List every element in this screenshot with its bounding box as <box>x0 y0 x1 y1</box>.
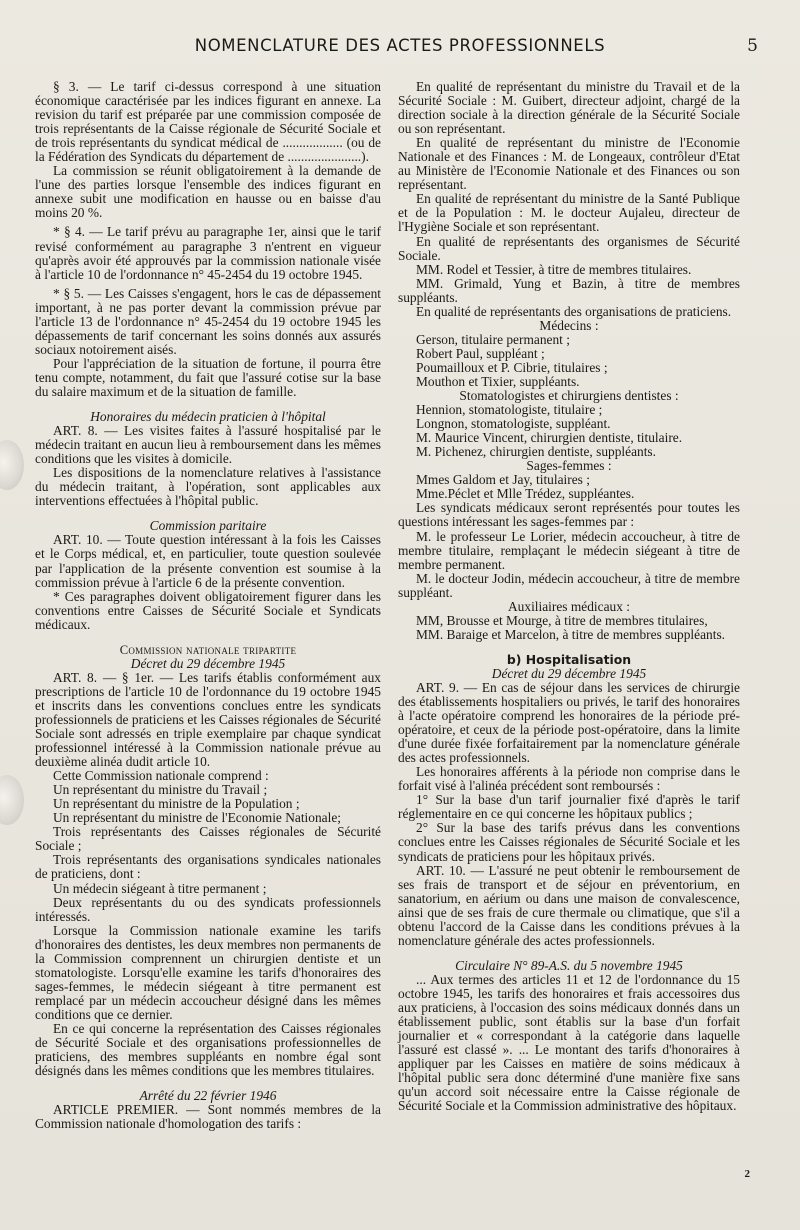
section-heading: Arrêté du 22 février 1946 <box>139 1088 277 1104</box>
section-heading: b) Hospitalisation <box>506 651 632 667</box>
paragraph: ARTICLE PREMIER. — Sont nommés membres de la Commission nationale d'homologation des tarifs : <box>35 1102 381 1132</box>
paragraph: MM. Baraige et Marcelon, à titre de membres suppléants. <box>416 626 726 642</box>
paragraph: En qualité de représentant du ministre de l'Economie Nationale et des Finances : M. de Longeaux, contrôleur d'Etat au Ministère de l'Economie Nationale et des Finances ou son représentant. <box>398 135 740 193</box>
left-column <box>35 80 381 1131</box>
paragraph: * § 5. — Les Caisses s'engagent, hors le cas de dépassement important, à ne pas porter devant la commission prévue par l'article 13 de l'ordonnance n° 45-2454 du 19 octobre 1945 les dépassements de tarif concernant les soins donnés aux assurés sociaux notoirement aisés. <box>35 285 381 357</box>
subheading: Stomatologistes et chirurgiens dentistes : <box>459 388 679 404</box>
paragraph: MM. Grimald, Yung et Bazin, à titre de membres suppléants. <box>398 275 740 305</box>
running-header <box>40 36 760 62</box>
subheading: Auxiliaires médicaux : <box>508 598 630 614</box>
paragraph: Les dispositions de la nomenclature relatives à l'assistance du médecin traitant, à l'opération, sont applicables aux interventions effectuées à l'hôpital public. <box>35 465 381 509</box>
section-heading: Circulaire N° 89-A.S. du 5 novembre 1945 <box>455 957 683 973</box>
paragraph: MM, Brousse et Mourge, à titre de membres titulaires, <box>416 612 708 628</box>
section-heading: Honoraires du médecin praticien à l'hôpital <box>90 409 326 425</box>
footer-mark: 2 <box>744 1168 750 1180</box>
page-title: NOMENCLATURE DES ACTES PROFESSIONNELS <box>194 36 606 55</box>
paragraph: M. le docteur Jodin, médecin accoucheur, à titre de membre suppléant. <box>398 570 740 600</box>
paragraph: Trois représentants des organisations syndicales nationales de praticiens, dont : <box>35 852 381 882</box>
paragraph: En qualité de représentants des organismes de Sécurité Sociale. <box>398 233 740 263</box>
paragraph: Longnon, stomatologiste, suppléant. <box>416 416 611 432</box>
section-heading: Décret du 29 décembre 1945 <box>491 665 647 681</box>
paragraph: Hennion, stomatologiste, titulaire ; <box>416 402 603 418</box>
paragraph: En qualité de représentant du ministre de la Santé Publique et de la Population : M. le docteur Aujaleu, directeur de l'Hygiène Sociale et son représentant. <box>398 191 740 235</box>
paragraph: Les syndicats médicaux seront représentés pour toutes les questions intéressant les sages-femmes par : <box>398 500 740 530</box>
paragraph: Mme.Péclet et Mlle Trédez, suppléantes. <box>416 486 635 502</box>
paragraph: Deux représentants du ou des syndicats professionnels intéressés. <box>35 894 381 924</box>
paragraph: Robert Paul, suppléant ; <box>416 345 545 361</box>
paragraph: M. le professeur Le Lorier, médecin accoucheur, à titre de membre titulaire, remplaçant le médecin siégeant à titre de membre permanent. <box>398 528 740 572</box>
section-heading: Commission paritaire <box>149 518 267 534</box>
paragraph: 1° Sur la base d'un tarif journalier fixé d'après le tarif réglementaire en ce qui concerne les hôpitaux publics ; <box>398 792 740 822</box>
paragraph: Lorsque la Commission nationale examine les tarifs d'honoraires des dentistes, les deux membres non permanents de la Commission comprennent un chirurgien dentiste et un stomatologiste. Lorsqu'elle examine les tarifs d'honoraires des sages-femmes, le médecin siégeant à titre permanent est remplacé par un médecin accoucheur désigné dans les mêmes conditions que ce dernier. <box>35 922 381 1022</box>
paragraph: * § 4. — Le tarif prévu au paragraphe 1er, ainsi que le tarif revisé conformément au paragraphe 3 n'entrent en vigueur qu'après avoir été approuvés par la commission nationale visée à l'article 10 de l'ordonnance n° 45-2454 du 19 octobre 1945. <box>35 224 381 282</box>
paragraph: ART. 8. — § 1er. — Les tarifs établis conformément aux prescriptions de l'article 10 de l'ordonnance du 19 octobre 1945 et inscrits dans les conventions conclues entre les syndicats professionnels de praticiens et les Caisses régionales de Sécurité Sociale sont adressés en triple exemplaire par chaque syndicat professionnel intéressé à la Commission nationale prévue au deuxième alinéa dudit article 10. <box>35 669 381 770</box>
paragraph: 2° Sur la base des tarifs prévus dans les conventions conclues entre les Caisses régionales de Sécurité Sociale et les syndicats de praticiens pour les hôpitaux privés. <box>398 820 740 864</box>
paragraph: Poumailloux et P. Cibrie, titulaires ; <box>416 359 608 375</box>
paragraph: Un représentant du ministre de l'Economie Nationale; <box>53 810 341 826</box>
paragraph: Un médecin siégeant à titre permanent ; <box>53 880 267 896</box>
paragraph: En ce qui concerne la représentation des Caisses régionales de Sécurité Sociale et des organisations professionnelles de praticiens, des membres suppléants en nombre égal sont désignés dans les mêmes conditions que les membres titulaires. <box>35 1021 381 1079</box>
paragraph: En qualité de représentant du ministre du Travail et de la Sécurité Sociale : M. Guibert, directeur adjoint, chargé de la direction sociale à la direction générale de la Sécurité Sociale ou son représentant. <box>398 79 740 137</box>
paragraph: ART. 9. — En cas de séjour dans les services de chirurgie des établissements hospitaliers ou privés, le tarif des honoraires à l'acte opératoire comprend les honoraires de la période pré-opératoire, et ceux de la période post-opératoire, dans la limite d'une durée fixée forfaitairement par la nomenclature générale des actes professionnels. <box>398 679 740 766</box>
paragraph: ART. 10. — Toute question intéressant à la fois les Caisses et le Corps médical, et, en particulier, toute question soulevée par l'application de la présente convention est soumise à la commission prévue à l'article 6 de la présente convention. <box>35 532 381 590</box>
paragraph: M. Pichenez, chirurgien dentiste, suppléants. <box>416 444 656 460</box>
section-heading: Décret du 29 décembre 1945 <box>130 655 286 671</box>
paragraph: Mmes Galdom et Jay, titulaires ; <box>416 472 590 488</box>
binder-hole <box>0 775 24 825</box>
paragraph: Un représentant du ministre du Travail ; <box>53 782 268 798</box>
paragraph: MM. Rodel et Tessier, à titre de membres titulaires. <box>416 261 692 277</box>
paragraph: Mouthon et Tixier, suppléants. <box>416 373 580 389</box>
subheading: Sages-femmes : <box>526 458 612 474</box>
paragraph: Cette Commission nationale comprend : <box>53 768 269 784</box>
paragraph: ... Aux termes des articles 11 et 12 de l'ordonnance du 15 octobre 1945, les tarifs des honoraires et frais accessoires dus aux praticiens, à l'occasion des soins médicaux donnés dans un établissement public, sont établis sur la base d'un forfait journalier et « correspondant à la catégorie dans laquelle l'assuré est classé ». ... Le montant des tarifs d'honoraires à appliquer par les Caisses en matière de soins médicaux à l'hôpital public sera donc déterminé d'une manière fixe sans qu'un accord soit nécessaire entre la Caisse régionale de Sécurité Sociale et la Commission administrative des hôpitaux. <box>398 971 740 1114</box>
binder-hole <box>0 440 24 490</box>
paragraph: La commission se réunit obligatoirement à la demande de l'une des parties lorsque l'ensemble des indices figurant en annexe subit une modification en hausse ou en baisse d'au moins 20 %. <box>35 163 381 221</box>
paragraph: Les honoraires afférents à la période non comprise dans le forfait visé à l'alinéa précédent sont remboursés : <box>398 764 740 794</box>
paragraph: Un représentant du ministre de la Population ; <box>53 796 300 812</box>
subheading: Médecins : <box>539 317 599 333</box>
paragraph: Gerson, titulaire permanent ; <box>416 331 570 347</box>
paragraph: ART. 10. — L'assuré ne peut obtenir le remboursement de ses frais de transport et de séjour en préventorium, en sanatorium, en aérium ou dans une maison de convalescence, ainsi que de ses frais de cure thermale ou climatique, que s'il a obtenu l'accord de la Caisse dans les conditions prévues à la nomenclature générale des actes professionnels. <box>398 862 740 948</box>
paragraph: Pour l'appréciation de la situation de fortune, il pourra être tenu compte, notamment, du fait que l'assuré cotise sur la base du salaire maximum et de la situation de famille. <box>35 355 381 399</box>
paragraph: Trois représentants des Caisses régionales de Sécurité Sociale ; <box>35 824 381 854</box>
section-heading: Commission nationale tripartite <box>119 642 297 657</box>
paragraph: En qualité de représentants des organisations de praticiens. <box>416 303 732 319</box>
paragraph: § 3. — Le tarif ci-dessus correspond à une situation économique caractérisée par les indices figurant en annexe. La revision du tarif est préparée par une commission composée de trois représentants de la Caisse régionale de Sécurité Sociale et de trois représentants du syndicat médical de .................. (ou de la Fédération des Syndicats du département de ......................). <box>35 79 381 165</box>
right-column <box>398 80 740 1113</box>
paragraph: M. Maurice Vincent, chirurgien dentiste, titulaire. <box>416 430 683 446</box>
page-number: 5 <box>747 36 758 56</box>
paragraph: * Ces paragraphes doivent obligatoirement figurer dans les conventions entre Caisses de Sécurité Sociale et Syndicats médicaux. <box>35 588 381 632</box>
paragraph: ART. 8. — Les visites faites à l'assuré hospitalisé par le médecin traitant en aucun lieu à remboursement dans les mêmes conditions que les visites à domicile. <box>35 423 381 467</box>
